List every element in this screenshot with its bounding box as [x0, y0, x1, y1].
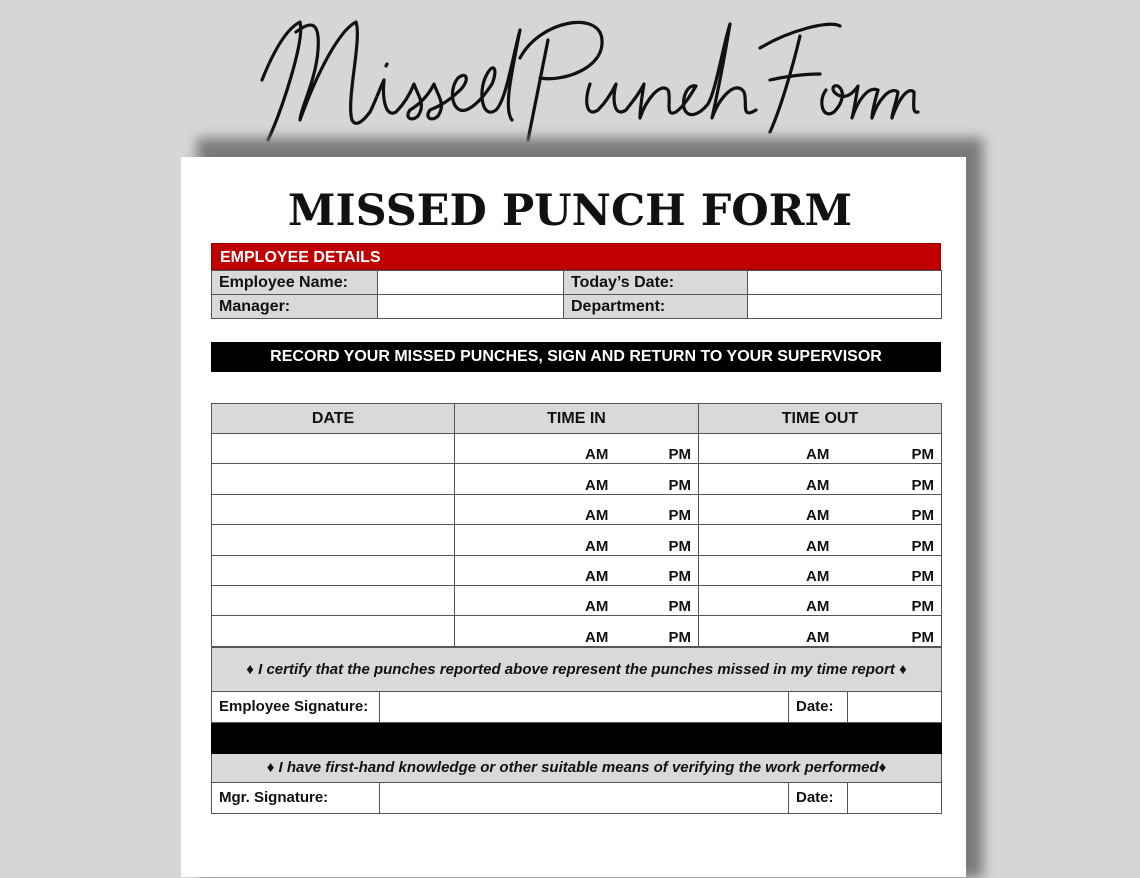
time-out-cell[interactable] [699, 464, 942, 494]
punch-date-cell[interactable] [212, 494, 455, 524]
verify-statement: ♦ I have first-hand knowledge or other suitable means of verifying the work performed♦ [212, 753, 942, 782]
am-pm-options [706, 434, 934, 463]
table-row [212, 271, 942, 295]
mgr-signature-label: Mgr. Signature: [212, 782, 380, 813]
form-title: MISSED PUNCH FORM [287, 186, 853, 236]
certification-table [211, 647, 942, 814]
mgr-date-label: Date: [789, 782, 848, 813]
time-in-cell[interactable] [455, 525, 699, 555]
employee-details-table [211, 270, 942, 319]
am-label[interactable]: AM [806, 598, 830, 616]
pm-label[interactable]: PM [668, 537, 691, 555]
time-out-cell[interactable] [699, 434, 942, 464]
time-in-cell[interactable] [455, 464, 699, 494]
am-pm-options [462, 525, 691, 554]
employee-name-label: Employee Name: [212, 271, 378, 295]
time-in-cell[interactable] [455, 494, 699, 524]
pm-label[interactable]: PM [911, 446, 934, 464]
pm-label[interactable]: PM [668, 567, 691, 585]
time-out-cell[interactable] [699, 525, 942, 555]
black-divider [212, 722, 942, 753]
manager-field[interactable] [378, 295, 564, 319]
pm-label[interactable]: PM [911, 567, 934, 585]
time-out-cell[interactable] [699, 585, 942, 615]
am-pm-options [462, 434, 691, 463]
am-label[interactable]: AM [585, 567, 609, 585]
am-pm-options [706, 525, 934, 554]
am-label[interactable]: AM [806, 628, 830, 646]
am-label[interactable]: AM [806, 537, 830, 555]
certify-statement: ♦ I certify that the punches reported above represent the punches missed in my time report ♦ [212, 647, 942, 691]
mgr-signature-field[interactable] [380, 782, 789, 813]
am-pm-options [706, 495, 934, 524]
time-in-cell[interactable] [455, 555, 699, 585]
table-row [212, 464, 942, 494]
punch-table [211, 403, 942, 647]
time-in-column-header: TIME IN [455, 404, 699, 434]
pm-label[interactable]: PM [911, 476, 934, 494]
instruction-bar: RECORD YOUR MISSED PUNCHES, SIGN AND RETURN TO YOUR SUPERVISOR [211, 342, 941, 372]
employee-signature-row [212, 691, 942, 722]
am-label[interactable]: AM [806, 567, 830, 585]
pm-label[interactable]: PM [668, 628, 691, 646]
am-pm-options [462, 556, 691, 585]
table-row [212, 494, 942, 524]
todays-date-field[interactable] [748, 271, 942, 295]
certify-row [212, 647, 942, 691]
am-label[interactable]: AM [806, 507, 830, 525]
am-pm-options [462, 464, 691, 493]
pm-label[interactable]: PM [911, 507, 934, 525]
pm-label[interactable]: PM [911, 598, 934, 616]
time-in-cell[interactable] [455, 585, 699, 615]
table-row [212, 585, 942, 615]
pm-label[interactable]: PM [668, 476, 691, 494]
table-row [212, 295, 942, 319]
pm-label[interactable]: PM [911, 537, 934, 555]
punch-date-cell[interactable] [212, 555, 455, 585]
punch-date-cell[interactable] [212, 525, 455, 555]
am-pm-options [706, 586, 934, 615]
am-label[interactable]: AM [585, 446, 609, 464]
table-row [212, 525, 942, 555]
employee-signature-label: Employee Signature: [212, 691, 380, 722]
date-column-header: DATE [212, 404, 455, 434]
pm-label[interactable]: PM [911, 628, 934, 646]
am-label[interactable]: AM [585, 507, 609, 525]
todays-date-label: Today’s Date: [564, 271, 748, 295]
am-pm-options [706, 616, 934, 645]
table-row [212, 616, 942, 646]
mgr-date-field[interactable] [848, 782, 942, 813]
am-pm-options [462, 616, 691, 645]
employee-date-field[interactable] [848, 691, 942, 722]
punch-date-cell[interactable] [212, 585, 455, 615]
verify-row [212, 753, 942, 782]
manager-label: Manager: [212, 295, 378, 319]
am-label[interactable]: AM [806, 476, 830, 494]
am-pm-options [706, 556, 934, 585]
am-pm-options [462, 495, 691, 524]
employee-details-header: EMPLOYEE DETAILS [211, 243, 941, 270]
am-pm-options [706, 464, 934, 493]
employee-signature-field[interactable] [380, 691, 789, 722]
department-field[interactable] [748, 295, 942, 319]
time-out-cell[interactable] [699, 494, 942, 524]
am-pm-options [462, 586, 691, 615]
pm-label[interactable]: PM [668, 446, 691, 464]
pm-label[interactable]: PM [668, 507, 691, 525]
time-in-cell[interactable] [455, 434, 699, 464]
script-title-logo [0, 0, 1140, 150]
table-row [212, 434, 942, 464]
table-row [212, 555, 942, 585]
time-out-cell[interactable] [699, 555, 942, 585]
punch-date-cell[interactable] [212, 434, 455, 464]
employee-details-section [211, 243, 941, 319]
pm-label[interactable]: PM [668, 598, 691, 616]
time-out-column-header: TIME OUT [699, 404, 942, 434]
department-label: Department: [564, 295, 748, 319]
am-label[interactable]: AM [806, 446, 830, 464]
am-label[interactable]: AM [585, 537, 609, 555]
time-out-cell[interactable] [699, 616, 942, 646]
mgr-signature-row [212, 782, 942, 813]
employee-name-field[interactable] [378, 271, 564, 295]
punch-header-row [212, 404, 942, 434]
am-label[interactable]: AM [585, 628, 609, 646]
black-divider-row [212, 722, 942, 753]
employee-date-label: Date: [789, 691, 848, 722]
am-label[interactable]: AM [585, 476, 609, 494]
am-label[interactable]: AM [585, 598, 609, 616]
punch-date-cell[interactable] [212, 464, 455, 494]
punch-date-cell[interactable] [212, 616, 455, 646]
time-in-cell[interactable] [455, 616, 699, 646]
punch-section [211, 403, 941, 814]
